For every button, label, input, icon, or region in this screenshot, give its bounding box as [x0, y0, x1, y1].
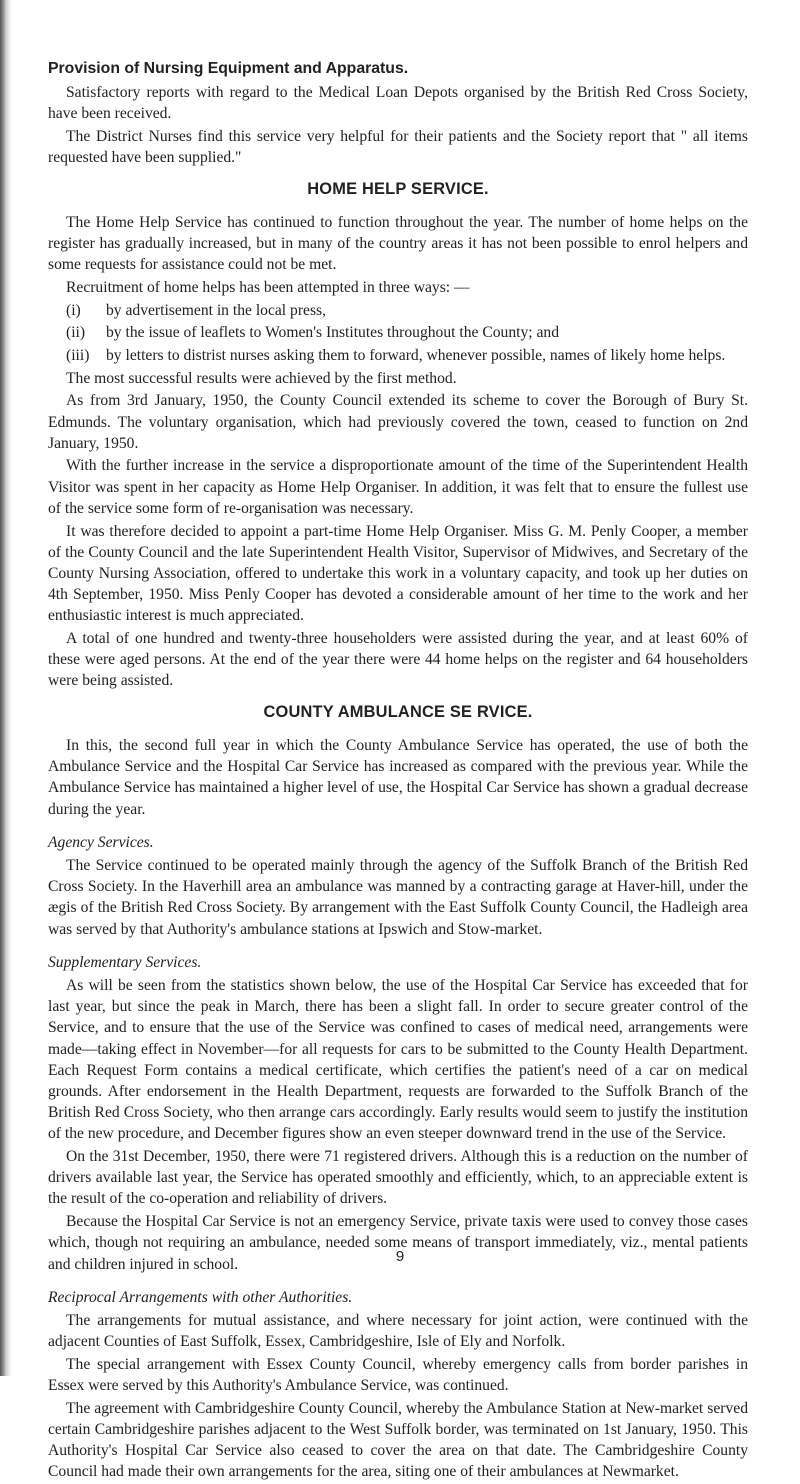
paragraph: The most successful results were achieved by the first method.: [66, 369, 457, 387]
home-help-heading: HOME HELP SERVICE.: [307, 179, 489, 198]
list-item-text: by letters to distrist nurses asking them to forward, whenever possible, names of likely home helps.: [106, 346, 726, 364]
list-item-number: (i): [66, 301, 81, 319]
paragraph: As will be seen from the statistics shown below, the use of the Hospital Car Service has exceeded that for last year, but since the peak in March, there has been a slight fall. In order to secure greater control of the Service, and to ensure that the use of the Service was confined to cases of medical need, arrangements were made—taking effect in November—for all requests for cars to be submitted to the County Health Department. Each Request Form contains a medical certificate, which certifies the patient's need of a car on medical grounds. After endorsement in the Health Department, requests are forwarded to the Suffolk Branch of the British Red Cross Society, who then arrange cars accordingly. Early results would seem to justify the institution of the new procedure, and December figures show an even steeper downward trend in the use of the Service.: [48, 976, 748, 1143]
reciprocal-arrangements-heading: Reciprocal Arrangements with other Authorities.: [48, 1288, 353, 1306]
paragraph: In this, the second full year in which the County Ambulance Service has operated, the use of both the Ambulance Service and the Hospital Car Service has increased as compared with the previous year. While the Ambulance Service has maintained a higher level of use, the Hospital Car Service has shown a gradual decrease during the year.: [48, 736, 748, 818]
agency-services-heading: Agency Services.: [48, 833, 154, 851]
list-item: [48, 322, 748, 343]
list-item: [48, 300, 748, 321]
list-item-text: by the issue of leaflets to Women's Institutes throughout the County; and: [106, 324, 559, 342]
paragraph: The agreement with Cambridgeshire County Council, whereby the Ambulance Station at New-market served certain Cambridgeshire parishes adjacent to the West Suffolk border, was terminated on 1st January, 1950. This Authority's Hospital Car Service also ceased to cover the area on that date. The Cambridgeshire County Council had made their own arrangements for the area, siting one of their ambulances at Newmarket.: [48, 1399, 748, 1481]
paragraph: With the further increase in the service a disproportionate amount of the time of the Superintendent Health Visitor was spent in her capacity as Home Help Organiser. In addition, it was felt that to ensure the fullest use of the service some form of re-organisation was necessary.: [48, 457, 748, 517]
list-item: [48, 345, 748, 366]
paragraph: The District Nurses find this service very helpful for their patients and the Society report that " all items requested have been supplied.": [48, 128, 748, 167]
ambulance-heading: COUNTY AMBULANCE SE RVICE.: [263, 702, 533, 721]
nursing-equipment-heading: Provision of Nursing Equipment and Apparatus.: [48, 60, 409, 77]
paragraph: Satisfactory reports with regard to the Medical Loan Depots organised by the British Red Cross Society, have been received.: [48, 84, 748, 123]
list-item-number: (iii): [66, 346, 90, 364]
paragraph: Because the Hospital Car Service is not an emergency Service, private taxis were used to convey those cases which, though not requiring an ambulance, needed some means of transport immediately, viz., mental patients and children injured in school.: [48, 1213, 748, 1273]
paragraph: The special arrangement with Essex County Council, whereby emergency calls from border parishes in Essex were served by this Authority's Ambulance Service, was continued.: [48, 1355, 748, 1395]
document-page: [48, 58, 748, 1484]
recruitment-methods-list: [48, 300, 748, 367]
paragraph: On the 31st December, 1950, there were 71 registered drivers. Although this is a reduction on the number of drivers available last year, the Service has operated smoothly and efficiently, which, to an appreciable extent is the result of the co-operation and reliability of drivers.: [48, 1148, 748, 1208]
paragraph: The Home Help Service has continued to function throughout the year. The number of home helps on the register has gradually increased, but in many of the country areas it has not been possible to enrol helpers and some requests for assistance could not be met.: [48, 213, 748, 274]
paragraph: A total of one hundred and twenty-three householders were assisted during the year, and at least 60% of these were aged persons. At the end of the year there were 44 home helps on the register and 64 householders were being assisted.: [48, 630, 748, 690]
supplementary-services-heading: Supplementary Services.: [48, 953, 202, 971]
paragraph: The Service continued to be operated mainly through the agency of the Suffolk Branch of the British Red Cross Society. In the Haverhill area an ambulance was manned by a contracting garage at Haver-hill, under the ægis of the British Red Cross Society. By arrangement with the East Suffolk County Council, the Hadleigh area was served by that Authority's ambulance stations at Ipswich and Stow-market.: [48, 856, 748, 938]
page-binding-edge: [0, 0, 12, 1376]
paragraph: As from 3rd January, 1950, the County Council extended its scheme to cover the Borough of Bury St. Edmunds. The voluntary organisation, which had previously covered the town, ceased to function on 2nd January, 1950.: [48, 392, 748, 452]
list-item-number: (ii): [66, 324, 86, 342]
paragraph: The arrangements for mutual assistance, and where necessary for joint action, were continued with the adjacent Counties of East Suffolk, Essex, Cambridgeshire, Isle of Ely and Norfolk.: [48, 1311, 748, 1351]
page-number: 9: [395, 1248, 405, 1265]
paragraph: Recruitment of home helps has been attempted in three ways: —: [66, 278, 470, 296]
list-item-text: by advertisement in the local press,: [106, 301, 326, 319]
paragraph: It was therefore decided to appoint a part-time Home Help Organiser. Miss G. M. Penly Cooper, a member of the County Council and the late Superintendent Health Visitor, Supervisor of Midwives, and Secretary of the County Nursing Association, offered to undertake this work in a voluntary capacity, and took up her duties on 4th September, 1950. Miss Penly Cooper has devoted a considerable amount of her time to the work and her enthusiastic interest is much appreciated.: [48, 522, 748, 625]
